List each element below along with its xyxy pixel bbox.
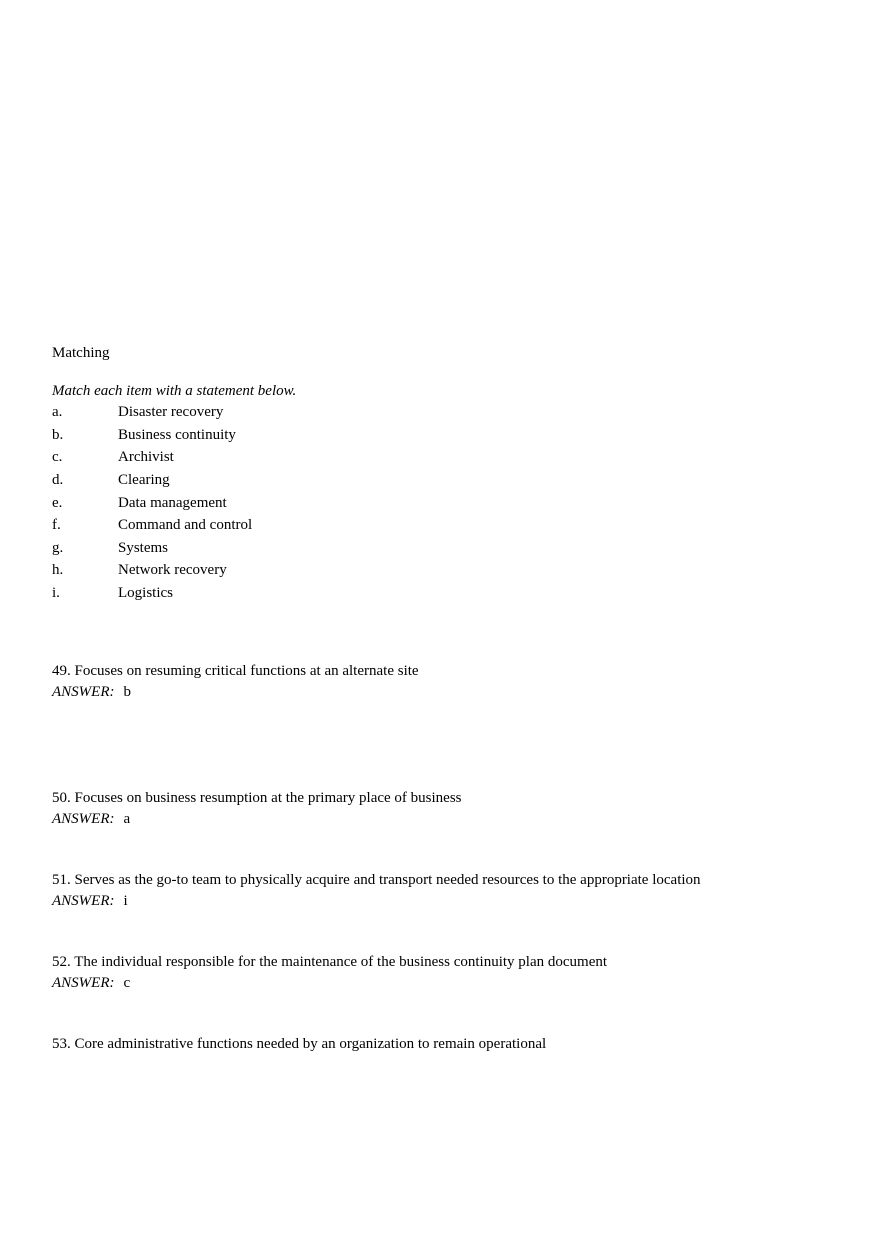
option-letter: e.: [52, 495, 63, 511]
option-text: Data management: [118, 495, 227, 511]
option-text: Disaster recovery: [118, 404, 224, 420]
answer-label: ANSWER:: [52, 684, 115, 700]
answer-51: [52, 892, 128, 910]
answer-value: i: [123, 893, 128, 909]
option-text: Systems: [118, 540, 169, 556]
answer-value: b: [123, 684, 131, 700]
section-title: Matching: [52, 345, 110, 361]
question-52: 52. The individual responsible for the maintenance of the business continuity plan document: [52, 954, 608, 970]
answer-label: ANSWER:: [52, 975, 115, 991]
question-51: 51. Serves as the go-to team to physically acquire and transport needed resources to the appropriate location: [52, 872, 701, 888]
section-instruction: Match each item with a statement below.: [52, 383, 297, 399]
option-text: Command and control: [118, 517, 253, 533]
option-text: Network recovery: [118, 562, 227, 578]
answer-label: ANSWER:: [52, 893, 115, 909]
question-50: 50. Focuses on business resumption at the primary place of business: [52, 790, 462, 806]
option-letter: g.: [52, 540, 64, 556]
answer-value: c: [123, 975, 131, 991]
question-49: 49. Focuses on resuming critical functions at an alternate site: [52, 663, 419, 679]
option-letter: h.: [52, 562, 64, 578]
question-53: 53. Core administrative functions needed by an organization to remain operational: [52, 1036, 547, 1052]
option-letter: a.: [52, 404, 63, 420]
option-letter: f.: [52, 517, 61, 533]
option-text: Logistics: [118, 585, 173, 601]
answer-label: ANSWER:: [52, 811, 115, 827]
option-letter: c.: [52, 449, 63, 465]
option-text: Archivist: [118, 449, 174, 465]
answer-value: a: [123, 811, 131, 827]
answer-49: [52, 683, 131, 701]
answer-50: [52, 810, 130, 828]
option-text: Clearing: [118, 472, 170, 488]
option-text: Business continuity: [118, 427, 236, 443]
option-letter: b.: [52, 427, 64, 443]
option-letter: i.: [52, 585, 60, 601]
option-letter: d.: [52, 472, 64, 488]
answer-52: [52, 974, 130, 992]
